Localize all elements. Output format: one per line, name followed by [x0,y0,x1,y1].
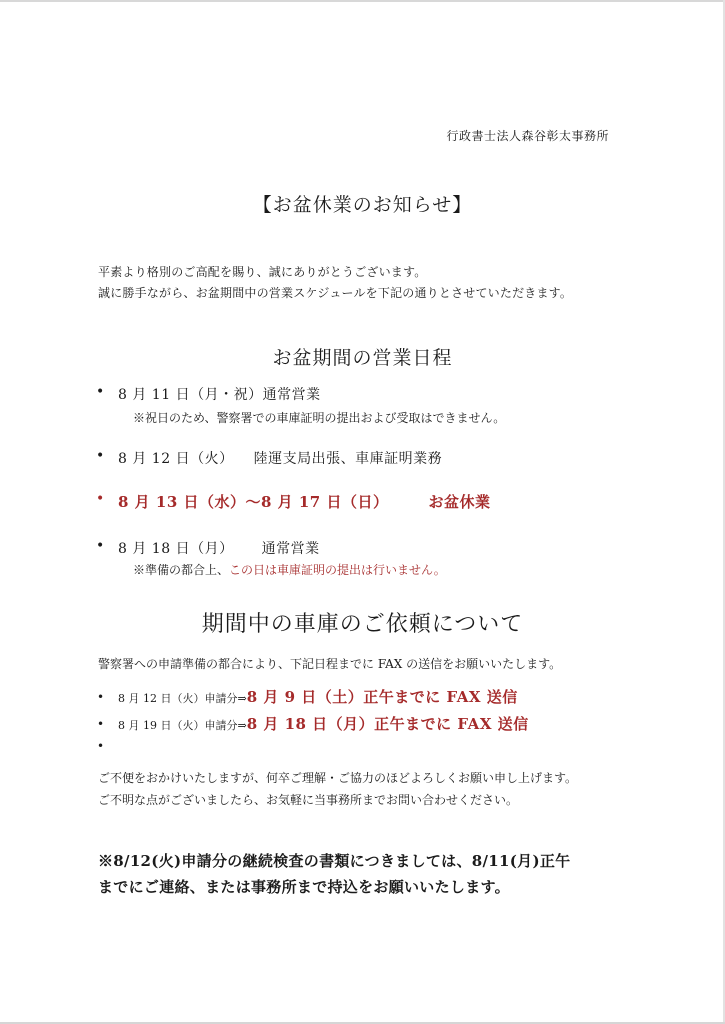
request-apply: 8 月 12 日（火）申請分⇒ [118,692,247,705]
schedule-date: 8 月 11 日（月・祝） [118,387,263,403]
bullet-icon: • [96,491,105,507]
request-intro: 警察署への申請準備の都合により、下記日程までに FAX の送信をお願いいたします。 [98,657,562,671]
bullet-icon: • [97,717,105,731]
footnote-line-1: ※8/12(火)申請分の継続検査の書類につきましては、8/11(月)正午 [98,852,571,870]
schedule-date: 8 月 13 日（水）～8 月 17 日（日） [118,493,389,511]
closing-line-2: ご不明な点がございましたら、お気軽に当事務所までお問い合わせください。 [98,793,519,807]
request-deadline: 8 月 18 日（月）正午までに FAX 送信 [246,715,529,733]
notice-title: 【お盆休業のお知らせ】 [252,194,473,216]
request-item-2 [118,713,529,734]
schedule-note-4 [133,561,446,578]
office-name: 行政書士法人森谷彰太事務所 [446,129,609,143]
schedule-status: 陸運支局出張、車庫証明業務 [253,451,443,467]
schedule-item-1 [118,384,321,404]
schedule-item-3 [118,491,490,512]
bullet-icon: • [96,538,105,554]
bullet-icon: • [96,448,105,464]
schedule-item-4 [118,538,320,558]
intro-line-1: 平素より格別のご高配を賜り、誠にありがとうございます。 [98,265,427,279]
request-title: 期間中の車庫のご依頼について [201,612,524,637]
bullet-icon: • [97,690,105,704]
schedule-item-2 [118,448,442,468]
note-red: この日は車庫証明の提出は行いません。 [229,563,446,577]
closing-line-1: ご不便をおかけいたしますが、何卒ご理解・ご協力のほどよろしくお願い申し上げます。 [98,771,578,785]
request-item-1 [118,686,518,707]
schedule-status: お盆休業 [428,493,491,511]
request-deadline: 8 月 9 日（土）正午までに FAX 送信 [246,688,518,706]
schedule-note-1: ※祝日のため、警察署での車庫証明の提出および受取はできません。 [133,411,506,425]
schedule-title: お盆期間の営業日程 [272,347,453,369]
intro-line-2: 誠に勝手ながら、お盆期間中の営業スケジュールを下記の通りとさせていただきます。 [98,286,573,300]
bullet-icon: • [97,739,105,753]
schedule-date: 8 月 12 日（火） [118,451,234,467]
note-prefix: ※準備の都合上、 [133,563,230,577]
schedule-status: 通常営業 [261,541,320,557]
request-apply: 8 月 19 日（火）申請分⇒ [118,719,247,732]
footnote-line-2: までにご連絡、または事務所まで持込をお願いいたします。 [98,878,510,896]
schedule-status: 通常営業 [262,387,321,403]
schedule-date: 8 月 18 日（月） [118,541,234,557]
scan-edge-top [0,0,725,2]
bullet-icon: • [96,384,105,400]
